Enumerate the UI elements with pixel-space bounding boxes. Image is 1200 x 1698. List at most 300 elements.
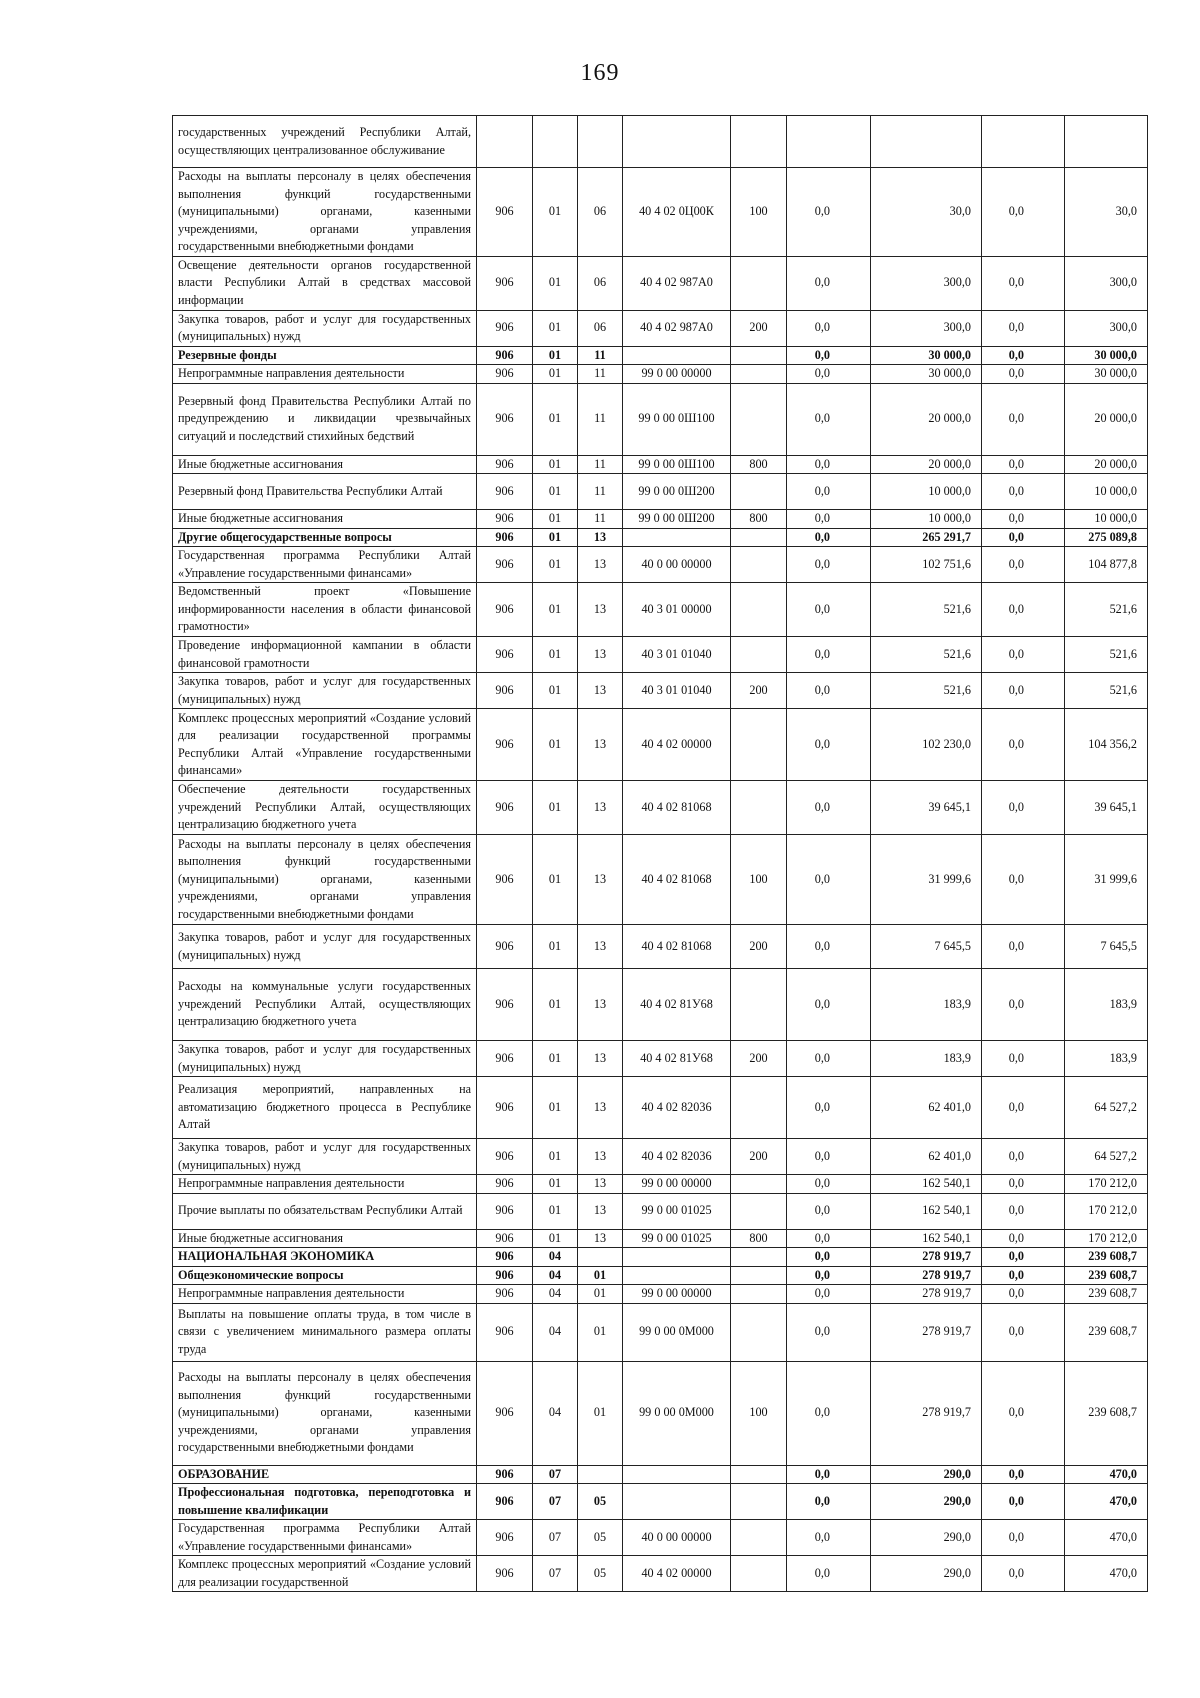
cell-amount-4: 64 527,2 [1065, 1139, 1148, 1175]
cell-target-article: 99 0 00 0М000 [623, 1303, 731, 1361]
cell-target-article [623, 1248, 731, 1267]
cell-grbs: 906 [477, 1285, 533, 1304]
cell-target-article: 99 0 00 01025 [623, 1229, 731, 1248]
cell-amount-3 [982, 116, 1065, 168]
cell-amount-4: 239 608,7 [1065, 1361, 1148, 1465]
cell-target-article: 40 3 01 00000 [623, 583, 731, 637]
cell-grbs: 906 [477, 925, 533, 969]
cell-name: Непрограммные направления деятельности [173, 1175, 477, 1194]
cell-target-article: 40 4 02 987А0 [623, 310, 731, 346]
cell-target-article [623, 528, 731, 547]
cell-name: Закупка товаров, работ и услуг для государственных (муниципальных) нужд [173, 673, 477, 709]
cell-amount-3: 0,0 [982, 1520, 1065, 1556]
cell-amount-2: 162 540,1 [871, 1175, 982, 1194]
cell-section: 01 [533, 365, 578, 384]
cell-amount-3: 0,0 [982, 1303, 1065, 1361]
cell-expense-type [731, 583, 787, 637]
cell-amount-4: 30 000,0 [1065, 365, 1148, 384]
table-row [173, 510, 1148, 529]
cell-amount-1: 0,0 [787, 673, 871, 709]
cell-amount-1: 0,0 [787, 528, 871, 547]
cell-name: государственных учреждений Республики Алтай, осуществляющих централизованное обслуживание [173, 116, 477, 168]
cell-target-article [623, 346, 731, 365]
cell-amount-2: 7 645,5 [871, 925, 982, 969]
cell-grbs: 906 [477, 583, 533, 637]
cell-amount-2: 278 919,7 [871, 1285, 982, 1304]
cell-amount-1: 0,0 [787, 474, 871, 510]
cell-target-article: 99 0 00 0Ш200 [623, 474, 731, 510]
table-row [173, 256, 1148, 310]
cell-name: Расходы на выплаты персоналу в целях обеспечения выполнения функций государственными (муниципальными) органами, казенными учреждениями, органами управления государственными внебюджетными фондами [173, 168, 477, 257]
cell-grbs: 906 [477, 528, 533, 547]
cell-target-article [623, 116, 731, 168]
cell-grbs: 906 [477, 1556, 533, 1592]
cell-section: 07 [533, 1556, 578, 1592]
cell-amount-2: 62 401,0 [871, 1077, 982, 1139]
cell-amount-1: 0,0 [787, 1285, 871, 1304]
cell-amount-4: 470,0 [1065, 1484, 1148, 1520]
table-row [173, 168, 1148, 257]
cell-amount-1: 0,0 [787, 383, 871, 455]
cell-expense-type: 100 [731, 168, 787, 257]
cell-amount-4: 470,0 [1065, 1465, 1148, 1484]
cell-subsection [578, 1465, 623, 1484]
cell-expense-type [731, 781, 787, 835]
cell-amount-3: 0,0 [982, 925, 1065, 969]
table-body [173, 116, 1148, 1592]
cell-amount-1: 0,0 [787, 835, 871, 925]
cell-amount-4: 239 608,7 [1065, 1248, 1148, 1267]
cell-expense-type: 800 [731, 455, 787, 474]
cell-amount-3: 0,0 [982, 547, 1065, 583]
cell-section: 01 [533, 256, 578, 310]
cell-grbs: 906 [477, 781, 533, 835]
cell-amount-4: 20 000,0 [1065, 383, 1148, 455]
cell-amount-2: 39 645,1 [871, 781, 982, 835]
cell-target-article: 40 4 02 81068 [623, 781, 731, 835]
cell-expense-type [731, 1193, 787, 1229]
cell-amount-3: 0,0 [982, 1041, 1065, 1077]
cell-section: 01 [533, 383, 578, 455]
cell-target-article: 40 4 02 00000 [623, 709, 731, 781]
cell-amount-3: 0,0 [982, 1361, 1065, 1465]
table-row [173, 474, 1148, 510]
cell-name: Расходы на выплаты персоналу в целях обеспечения выполнения функций государственными (муниципальными) органами, казенными учреждениями, органами управления государственными внебюджетными фондами [173, 1361, 477, 1465]
cell-amount-3: 0,0 [982, 1077, 1065, 1139]
cell-subsection: 11 [578, 346, 623, 365]
cell-target-article: 99 0 00 00000 [623, 1175, 731, 1194]
cell-name: Иные бюджетные ассигнования [173, 455, 477, 474]
cell-amount-1: 0,0 [787, 1175, 871, 1194]
cell-amount-3: 0,0 [982, 310, 1065, 346]
cell-name: Обеспечение деятельности государственных учреждений Республики Алтай, осуществляющих централизацию бюджетного учета [173, 781, 477, 835]
cell-expense-type [731, 474, 787, 510]
cell-section: 01 [533, 510, 578, 529]
cell-amount-4: 170 212,0 [1065, 1175, 1148, 1194]
cell-section: 01 [533, 1139, 578, 1175]
table-row [173, 709, 1148, 781]
cell-target-article: 40 4 02 81068 [623, 835, 731, 925]
cell-target-article: 99 0 00 0Ш200 [623, 510, 731, 529]
cell-amount-4: 20 000,0 [1065, 455, 1148, 474]
cell-subsection: 01 [578, 1303, 623, 1361]
cell-expense-type: 200 [731, 1041, 787, 1077]
cell-grbs: 906 [477, 168, 533, 257]
cell-grbs: 906 [477, 1139, 533, 1175]
cell-section: 01 [533, 346, 578, 365]
cell-section: 01 [533, 709, 578, 781]
cell-amount-4: 170 212,0 [1065, 1193, 1148, 1229]
cell-amount-2: 162 540,1 [871, 1229, 982, 1248]
cell-section: 07 [533, 1465, 578, 1484]
cell-grbs: 906 [477, 547, 533, 583]
cell-amount-1: 0,0 [787, 1193, 871, 1229]
cell-grbs: 906 [477, 346, 533, 365]
cell-subsection: 01 [578, 1361, 623, 1465]
cell-amount-3: 0,0 [982, 1229, 1065, 1248]
cell-section: 04 [533, 1285, 578, 1304]
cell-amount-3: 0,0 [982, 455, 1065, 474]
cell-amount-3: 0,0 [982, 673, 1065, 709]
cell-subsection: 13 [578, 1139, 623, 1175]
cell-target-article: 40 4 02 82036 [623, 1077, 731, 1139]
table-row [173, 116, 1148, 168]
cell-amount-3: 0,0 [982, 168, 1065, 257]
cell-target-article: 99 0 00 0Ш100 [623, 383, 731, 455]
table-row [173, 969, 1148, 1041]
cell-section: 01 [533, 835, 578, 925]
cell-amount-3: 0,0 [982, 835, 1065, 925]
cell-target-article: 40 4 02 82036 [623, 1139, 731, 1175]
cell-subsection: 13 [578, 1229, 623, 1248]
cell-amount-1: 0,0 [787, 1303, 871, 1361]
cell-amount-1: 0,0 [787, 1361, 871, 1465]
cell-name: Непрограммные направления деятельности [173, 365, 477, 384]
cell-subsection: 05 [578, 1520, 623, 1556]
cell-name: Общеэкономические вопросы [173, 1266, 477, 1285]
cell-amount-1: 0,0 [787, 1041, 871, 1077]
cell-subsection: 13 [578, 925, 623, 969]
cell-amount-4: 239 608,7 [1065, 1285, 1148, 1304]
cell-section: 01 [533, 1229, 578, 1248]
cell-section: 01 [533, 673, 578, 709]
cell-amount-3: 0,0 [982, 969, 1065, 1041]
cell-amount-2: 183,9 [871, 969, 982, 1041]
cell-amount-2: 30,0 [871, 168, 982, 257]
cell-amount-2: 278 919,7 [871, 1266, 982, 1285]
cell-amount-4: 64 527,2 [1065, 1077, 1148, 1139]
cell-amount-1: 0,0 [787, 1465, 871, 1484]
cell-subsection: 05 [578, 1484, 623, 1520]
cell-amount-1: 0,0 [787, 346, 871, 365]
cell-grbs: 906 [477, 637, 533, 673]
cell-expense-type [731, 1484, 787, 1520]
cell-grbs: 906 [477, 1266, 533, 1285]
cell-name: Реализация мероприятий, направленных на автоматизацию бюджетного процесса в Республике Алтай [173, 1077, 477, 1139]
cell-amount-3: 0,0 [982, 1266, 1065, 1285]
cell-amount-4: 39 645,1 [1065, 781, 1148, 835]
cell-section: 04 [533, 1361, 578, 1465]
cell-amount-1: 0,0 [787, 1077, 871, 1139]
table-row [173, 781, 1148, 835]
cell-target-article [623, 1484, 731, 1520]
cell-name: Закупка товаров, работ и услуг для государственных (муниципальных) нужд [173, 310, 477, 346]
cell-section: 01 [533, 925, 578, 969]
cell-name: Ведомственный проект «Повышение информированности населения в области финансовой грамотности» [173, 583, 477, 637]
cell-amount-1 [787, 116, 871, 168]
cell-subsection: 01 [578, 1285, 623, 1304]
cell-subsection: 06 [578, 168, 623, 257]
cell-subsection: 13 [578, 969, 623, 1041]
cell-subsection: 06 [578, 256, 623, 310]
table-row [173, 1248, 1148, 1267]
cell-name: ОБРАЗОВАНИЕ [173, 1465, 477, 1484]
cell-amount-4: 31 999,6 [1065, 835, 1148, 925]
cell-amount-1: 0,0 [787, 1266, 871, 1285]
cell-name: Выплаты на повышение оплаты труда, в том числе в связи с увеличением минимального размера оплаты труда [173, 1303, 477, 1361]
table-row [173, 673, 1148, 709]
cell-amount-1: 0,0 [787, 310, 871, 346]
cell-section: 01 [533, 1193, 578, 1229]
table-row [173, 1361, 1148, 1465]
cell-name: Иные бюджетные ассигнования [173, 1229, 477, 1248]
cell-section: 01 [533, 637, 578, 673]
cell-expense-type: 200 [731, 925, 787, 969]
cell-target-article: 40 4 02 81У68 [623, 1041, 731, 1077]
table-row [173, 1303, 1148, 1361]
cell-target-article: 40 4 02 81У68 [623, 969, 731, 1041]
cell-expense-type [731, 346, 787, 365]
page-number: 169 [580, 60, 620, 86]
cell-section: 01 [533, 1041, 578, 1077]
table-row [173, 310, 1148, 346]
cell-amount-4: 470,0 [1065, 1520, 1148, 1556]
cell-amount-4: 30 000,0 [1065, 346, 1148, 365]
table-row [173, 1465, 1148, 1484]
cell-section: 04 [533, 1248, 578, 1267]
table-row [173, 547, 1148, 583]
cell-amount-1: 0,0 [787, 709, 871, 781]
cell-name: Закупка товаров, работ и услуг для государственных (муниципальных) нужд [173, 925, 477, 969]
table-row [173, 1175, 1148, 1194]
cell-subsection [578, 116, 623, 168]
cell-expense-type: 200 [731, 673, 787, 709]
cell-amount-1: 0,0 [787, 1520, 871, 1556]
cell-grbs: 906 [477, 1465, 533, 1484]
cell-expense-type [731, 1303, 787, 1361]
cell-amount-4: 275 089,8 [1065, 528, 1148, 547]
cell-expense-type [731, 969, 787, 1041]
cell-target-article: 99 0 00 0Ш100 [623, 455, 731, 474]
cell-target-article: 40 4 02 81068 [623, 925, 731, 969]
cell-grbs: 906 [477, 1361, 533, 1465]
cell-target-article: 40 0 00 00000 [623, 1520, 731, 1556]
cell-expense-type [731, 383, 787, 455]
cell-expense-type: 100 [731, 835, 787, 925]
cell-amount-3: 0,0 [982, 528, 1065, 547]
cell-grbs: 906 [477, 673, 533, 709]
cell-name: Государственная программа Республики Алтай «Управление государственными финансами» [173, 547, 477, 583]
cell-grbs: 906 [477, 365, 533, 384]
cell-name: Комплекс процессных мероприятий «Создание условий для реализации государственной программы Республики Алтай «Управление государственными финансами» [173, 709, 477, 781]
cell-subsection: 13 [578, 637, 623, 673]
cell-amount-1: 0,0 [787, 1248, 871, 1267]
table-row [173, 365, 1148, 384]
cell-amount-3: 0,0 [982, 1556, 1065, 1592]
cell-section: 01 [533, 455, 578, 474]
cell-amount-2: 521,6 [871, 637, 982, 673]
cell-subsection: 13 [578, 583, 623, 637]
cell-target-article: 40 4 02 0Ц00К [623, 168, 731, 257]
table-row [173, 1266, 1148, 1285]
table-row [173, 1556, 1148, 1592]
cell-name: Резервный фонд Правительства Республики Алтай [173, 474, 477, 510]
table-row [173, 637, 1148, 673]
cell-amount-2: 162 540,1 [871, 1193, 982, 1229]
cell-grbs [477, 116, 533, 168]
cell-target-article: 99 0 00 00000 [623, 1285, 731, 1304]
cell-expense-type [731, 1465, 787, 1484]
cell-amount-3: 0,0 [982, 709, 1065, 781]
cell-name: Проведение информационной кампании в области финансовой грамотности [173, 637, 477, 673]
cell-subsection: 06 [578, 310, 623, 346]
cell-expense-type: 800 [731, 510, 787, 529]
cell-expense-type [731, 709, 787, 781]
cell-subsection: 13 [578, 781, 623, 835]
cell-amount-2: 102 751,6 [871, 547, 982, 583]
table-row [173, 1229, 1148, 1248]
cell-target-article: 99 0 00 01025 [623, 1193, 731, 1229]
table-row [173, 383, 1148, 455]
cell-expense-type [731, 1266, 787, 1285]
cell-target-article: 40 3 01 01040 [623, 637, 731, 673]
cell-amount-1: 0,0 [787, 781, 871, 835]
cell-subsection: 01 [578, 1266, 623, 1285]
cell-amount-3: 0,0 [982, 474, 1065, 510]
cell-amount-1: 0,0 [787, 1139, 871, 1175]
cell-grbs: 906 [477, 969, 533, 1041]
table-row [173, 346, 1148, 365]
cell-amount-2: 300,0 [871, 310, 982, 346]
cell-subsection: 13 [578, 673, 623, 709]
cell-amount-2: 300,0 [871, 256, 982, 310]
table-row [173, 925, 1148, 969]
cell-subsection: 05 [578, 1556, 623, 1592]
cell-amount-4: 521,6 [1065, 637, 1148, 673]
cell-amount-2: 521,6 [871, 673, 982, 709]
cell-amount-1: 0,0 [787, 510, 871, 529]
cell-section: 01 [533, 969, 578, 1041]
cell-amount-2: 290,0 [871, 1484, 982, 1520]
cell-grbs: 906 [477, 1520, 533, 1556]
cell-section: 04 [533, 1266, 578, 1285]
cell-target-article: 40 4 02 987А0 [623, 256, 731, 310]
cell-amount-4: 239 608,7 [1065, 1266, 1148, 1285]
cell-amount-4: 104 877,8 [1065, 547, 1148, 583]
cell-expense-type [731, 1248, 787, 1267]
cell-grbs: 906 [477, 310, 533, 346]
cell-amount-4: 300,0 [1065, 310, 1148, 346]
cell-expense-type [731, 1520, 787, 1556]
cell-amount-4: 521,6 [1065, 673, 1148, 709]
cell-subsection: 13 [578, 1175, 623, 1194]
cell-amount-2: 10 000,0 [871, 474, 982, 510]
table-row [173, 455, 1148, 474]
cell-amount-2: 278 919,7 [871, 1248, 982, 1267]
cell-amount-3: 0,0 [982, 781, 1065, 835]
cell-amount-3: 0,0 [982, 1248, 1065, 1267]
cell-target-article [623, 1266, 731, 1285]
cell-amount-2: 20 000,0 [871, 383, 982, 455]
cell-amount-2: 278 919,7 [871, 1361, 982, 1465]
cell-amount-2: 290,0 [871, 1465, 982, 1484]
cell-target-article: 99 0 00 0М000 [623, 1361, 731, 1465]
cell-amount-4: 30,0 [1065, 168, 1148, 257]
cell-amount-2: 521,6 [871, 583, 982, 637]
cell-name: Расходы на выплаты персоналу в целях обеспечения выполнения функций государственными (муниципальными) органами, казенными учреждениями, органами управления государственными внебюджетными фондами [173, 835, 477, 925]
table-row [173, 528, 1148, 547]
cell-amount-2: 31 999,6 [871, 835, 982, 925]
cell-grbs: 906 [477, 510, 533, 529]
cell-name: Другие общегосударственные вопросы [173, 528, 477, 547]
table-row [173, 1520, 1148, 1556]
cell-section: 01 [533, 1077, 578, 1139]
cell-name: Резервный фонд Правительства Республики Алтай по предупреждению и ликвидации чрезвычайных ситуаций и последствий стихийных бедствий [173, 383, 477, 455]
cell-amount-4: 10 000,0 [1065, 510, 1148, 529]
table-row [173, 1484, 1148, 1520]
cell-amount-3: 0,0 [982, 510, 1065, 529]
cell-expense-type [731, 1285, 787, 1304]
cell-expense-type [731, 365, 787, 384]
cell-subsection: 13 [578, 709, 623, 781]
cell-amount-3: 0,0 [982, 583, 1065, 637]
cell-amount-2: 102 230,0 [871, 709, 982, 781]
cell-subsection [578, 1248, 623, 1267]
cell-amount-2: 62 401,0 [871, 1139, 982, 1175]
cell-section: 07 [533, 1520, 578, 1556]
cell-name: Иные бюджетные ассигнования [173, 510, 477, 529]
cell-section: 01 [533, 781, 578, 835]
cell-subsection: 11 [578, 455, 623, 474]
cell-expense-type: 100 [731, 1361, 787, 1465]
cell-amount-1: 0,0 [787, 1484, 871, 1520]
cell-section: 01 [533, 583, 578, 637]
cell-subsection: 11 [578, 510, 623, 529]
table-row [173, 1041, 1148, 1077]
cell-amount-3: 0,0 [982, 365, 1065, 384]
cell-amount-2: 30 000,0 [871, 346, 982, 365]
cell-amount-1: 0,0 [787, 365, 871, 384]
cell-subsection: 11 [578, 474, 623, 510]
cell-grbs: 906 [477, 1041, 533, 1077]
cell-amount-4: 183,9 [1065, 969, 1148, 1041]
cell-name: Непрограммные направления деятельности [173, 1285, 477, 1304]
cell-amount-1: 0,0 [787, 925, 871, 969]
cell-subsection: 13 [578, 1041, 623, 1077]
cell-section: 01 [533, 1175, 578, 1194]
cell-name: Освещение деятельности органов государственной власти Республики Алтай в средствах массовой информации [173, 256, 477, 310]
cell-amount-2: 290,0 [871, 1520, 982, 1556]
cell-subsection: 13 [578, 1077, 623, 1139]
cell-grbs: 906 [477, 1303, 533, 1361]
cell-amount-1: 0,0 [787, 583, 871, 637]
cell-amount-1: 0,0 [787, 969, 871, 1041]
budget-table [172, 115, 1148, 1592]
cell-expense-type [731, 547, 787, 583]
cell-amount-4: 170 212,0 [1065, 1229, 1148, 1248]
cell-amount-4: 239 608,7 [1065, 1303, 1148, 1361]
table-row [173, 583, 1148, 637]
